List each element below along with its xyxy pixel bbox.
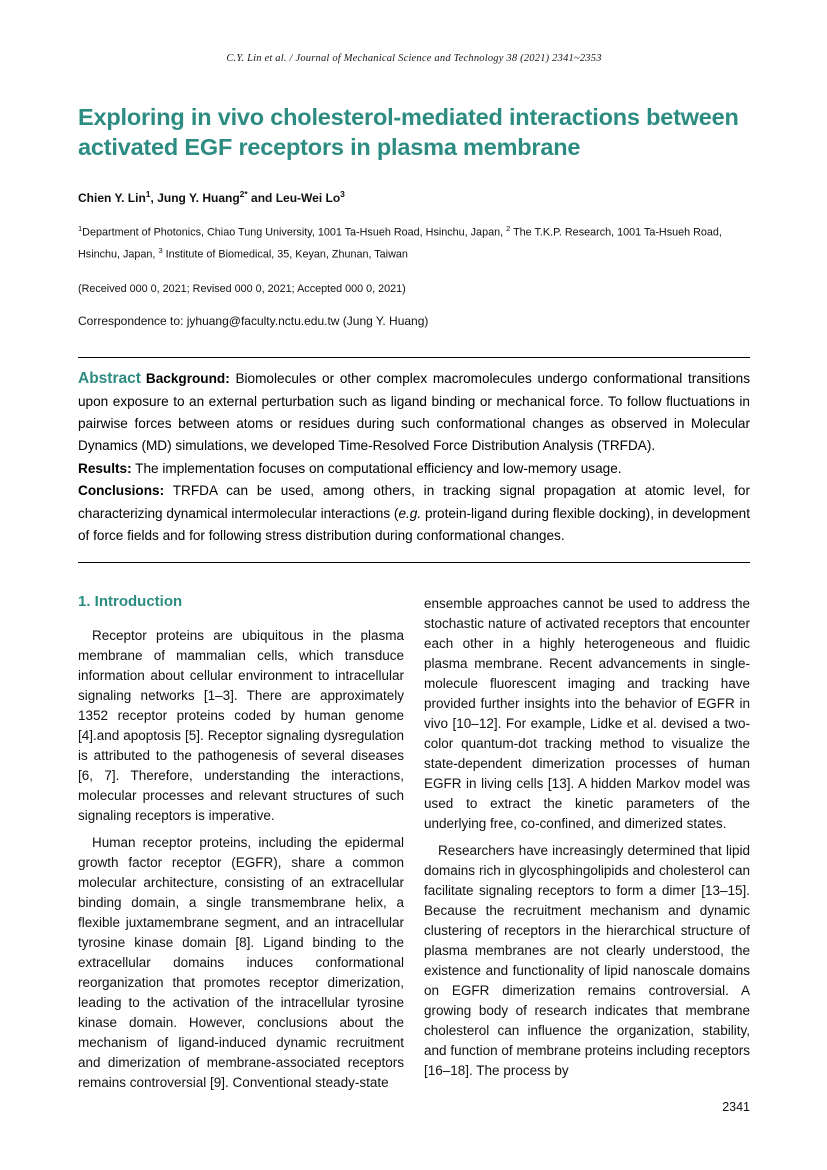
abstract-conclusions-text: TRFDA can be used, among others, in tracking signal propagation at atomic level, for characterizing dynamical intermolecular interactions ( xyxy=(78,483,751,521)
author-affiliation-mark: 2* xyxy=(239,189,248,199)
author-affiliation-mark: 1 xyxy=(145,189,151,199)
affiliation-mark: 3 xyxy=(158,245,163,255)
body-paragraph: ensemble approaches cannot be used to address the stochastic nature of activated receptors that encounter each other in a highly heterogeneous and fluidic plasma membrane. Recent advancements in single-molecule fluorescent imaging and tracking have provided further insights into the behavior of EGFR in vivo [10–12]. For example, Lidke et al. devised a two-color quantum-dot tracking method to visualize the state-dependent dimerization processes of human EGFR in living cells [13]. A hidden Markov model was used to extract the kinetic parameters of the underlying free, co-confined, and dimerized states. xyxy=(424,596,750,832)
affiliation-mark: 2 xyxy=(506,224,511,233)
abstract-results-text: The implementation focuses on computational efficiency and low-memory usage. xyxy=(135,460,622,476)
abstract-label: Abstract xyxy=(78,370,141,388)
author-separator: , xyxy=(150,191,158,205)
abstract-background-label: Background: xyxy=(145,371,230,387)
abstract-conclusions-paragraph xyxy=(78,480,750,547)
abstract-section xyxy=(78,368,750,547)
body-paragraph: Researchers have increasingly determined that lipid domains rich in glycosphingolipids and cholesterol can facilitate signaling receptors to form a dimer [13–15]. Because the recruitment mechanism and dynamic clustering of receptors in the hierarchical structure of plasma membranes are not clearly understood, the existence and functionality of lipid nanoscale domains on EGFR dimerization remains controversial. A growing body of research indicates that membrane cholesterol can influence the organization, stability, and function of membrane proteins including receptors [16–18]. The process by xyxy=(424,843,750,1079)
author-name: Jung Y. Huang xyxy=(157,191,240,205)
correspondence-line: Correspondence to: jyhuang@faculty.nctu.edu.tw (Jung Y. Huang) xyxy=(78,314,429,329)
abstract-results-paragraph xyxy=(78,458,750,480)
abstract-background-paragraph xyxy=(78,368,750,458)
author-separator: and xyxy=(247,191,276,205)
author-line xyxy=(78,189,750,205)
abstract-bottom-rule xyxy=(78,562,750,563)
affiliation-text: The T.K.P. Research, 1001 Ta-Hsueh Road, Hsinchu, Japan, xyxy=(78,226,722,261)
left-column xyxy=(78,594,404,1093)
affiliation-text: Institute of Biomedical, 35, Keyan, Zhunan, Taiwan xyxy=(162,248,408,261)
affiliation-text: Department of Photonics, Chiao Tung University, 1001 Ta-Hsueh Road, Hsinchu, Japan, xyxy=(82,226,507,239)
journal-running-header: C.Y. Lin et al. / Journal of Mechanical Science and Technology 38 (2021) 2341~2353 xyxy=(226,53,602,64)
abstract-background-text: Biomolecules or other complex macromolecules undergo conformational transitions upon exposure to an external perturbation such as ligand binding or mechanical force. To follow fluctuations in pairwise forces between atoms or residues during such conformational changes as observed in Molecular Dynamics (MD) simulations, we developed Time-Resolved Force Distribution Analysis (TRFDA). xyxy=(78,371,750,454)
author-name: Leu-Wei Lo xyxy=(275,191,341,205)
body-paragraph: Receptor proteins are ubiquitous in the plasma membrane of mammalian cells, which transduce information about cellular environment to intracellular signaling networks [1–3]. There are approximately 1352 receptor proteins coded by human genome [4].and apoptosis [5]. Receptor signaling dysregulation is attributed to the pathogenesis of several diseases [6, 7]. Therefore, understanding the interactions, molecular processes and relevant structures of such signaling receptors is imperative. xyxy=(78,628,404,824)
author-name: Chien Y. Lin xyxy=(78,191,146,205)
abstract-top-rule xyxy=(78,357,750,358)
right-column xyxy=(424,594,750,1093)
abstract-conclusions-italic: e.g. xyxy=(398,505,422,521)
body-columns xyxy=(78,594,750,1093)
paper-title: Exploring in vivo cholesterol-mediated interactions between activated EGF receptors in plasma membrane xyxy=(78,104,739,160)
abstract-conclusions-label: Conclusions: xyxy=(78,483,165,499)
body-paragraph: Human receptor proteins, including the epidermal growth factor receptor (EGFR), share a common molecular architecture, consisting of an extracellular binding domain, a single transmembrane helix, a flexible juxtamembrane segment, and an intracellular tyrosine kinase domain [8]. Ligand binding to the extracellular domains induces conformational reorganization that promotes receptor dimerization, leading to the activation of the intracellular tyrosine kinase domain. However, conclusions about the mechanism of ligand-induced dynamic recruitment and dimerization of membrane-associated receptors remains controversial [9]. Conventional steady-state xyxy=(78,835,404,1091)
affiliation-mark: 1 xyxy=(78,224,83,233)
author-affiliation-mark: 3 xyxy=(340,189,345,199)
affiliations xyxy=(78,220,750,263)
received-revised-accepted-dates: (Received 000 0, 2021; Revised 000 0, 2021; Accepted 000 0, 2021) xyxy=(78,283,406,296)
section-heading-introduction: 1. Introduction xyxy=(78,593,183,611)
abstract-results-label: Results: xyxy=(78,460,132,476)
abstract-conclusions-text: protein-ligand during flexible docking), in development of force fields and for following stress distribution during conformational changes. xyxy=(78,505,751,544)
page-number: 2341 xyxy=(722,1100,750,1114)
